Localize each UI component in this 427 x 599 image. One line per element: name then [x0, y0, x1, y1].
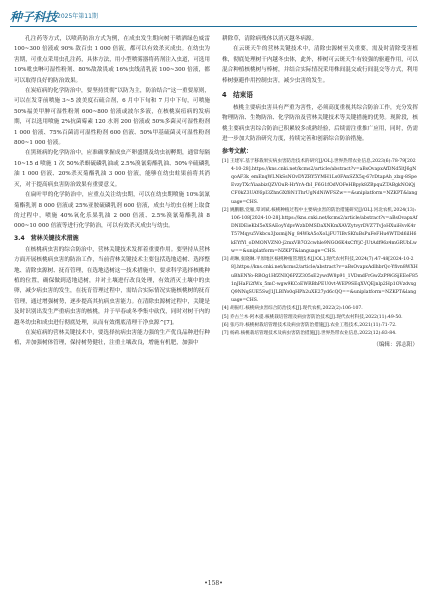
reference-item: [7] 杨莉.核桃栽培管理技术及病虫害防治措施[J].世界热带农业信息,2022(12):83-84. [222, 330, 397, 336]
subsection-heading: 3.4 营林关键技术措施 [14, 234, 79, 242]
paragraph: 耕除草，清除病残体以消灭越冬病源。 [222, 36, 318, 42]
left-column [14, 34, 210, 349]
editor-note: （编辑：郭志阳） [373, 342, 418, 349]
reference-item: [5] 乔古兰木·阿木提.核桃栽培管理及病虫害防治技术[J].现代农村科技,2022(11):49-50. [222, 314, 403, 320]
paragraph: 在炭疽病的营林关键技术中，要选择抗病虫害能力强的生产优良品种进行种植，并加强树体管理，保持树势健壮，注重土壤改良，增施有机肥，加强中 [14, 329, 210, 347]
paragraph: 在云斑天牛的营林关键技术中，清除虫源树至关重要，需及时清除受害植株，彻底处理树干内越冬虫体，此外，棒树可云斑天牛有较强的驱避作用，可以混合种植核桃树与棒树，并结合实际情况采用株间混交或行间混交等方式，利用棒树驱避作用控制虫害，减少虫害的发生。 [222, 46, 418, 84]
right-column [222, 34, 418, 350]
paragraph: 在扁叶甲的化学防治中，应重点关注幼虫期，可以在幼虫期喷施 10%氯氰菊酯乳剂 8 000 倍液或 25%亚胺硫磷乳剂 600 倍液，成虫与幼虫在树上取食的过程中，喷施 40%氧化乐果乳油 2 000 倍液、2.5%溴氰菊酯乳油 8 000~10 000 倍液等进行化学防治，可以有效杀灭成虫与幼虫。 [14, 192, 210, 230]
journal-logo: 种子科技 [10, 10, 57, 24]
header-rule [10, 26, 417, 27]
reference-list [222, 158, 418, 338]
reference-item: [4] 胡振红.核桃病虫害综合防治技术[J].现代农机,2022(2):106-107. [222, 306, 363, 312]
paragraph: 在炭疽病的化学防治中，要坚持贯彻“以防为主，防治结合”这一重要原则，可以在发芽前喷施 3~5 波美度石硫合剂，6 月中下旬和 7 月中下旬，可喷施 50%福美甲胂可湿性粉剂 600~800 倍液或波尔多液，在核桃炭疽病的发病期，可以选用喷施 2%抗菌霉素 120 水剂 200 倍液或 50%多菌灵可湿性粉剂 1 000 倍液、75%百菌清可湿性粉剂 600 倍液、50%甲基硫菌灵可湿性粉剂 800~1 000 倍液。 [14, 88, 210, 147]
page-header [10, 8, 417, 28]
references-title: 参考文献： [222, 147, 253, 155]
paragraph: 孔注药等方式，以喷药防治方式为例，在成虫发生期向树干喷洒绿色威雷 100~300 倍液或 90% 敌百虫 1 000 倍液，都可以有效杀灭成虫。在幼虫为害期，可重点采用虫孔注药，具体方法，用小型喷雾器将药剂注入虫道，可选用 10%吡虫啉可湿性粉剂、80%敌敌畏或 16%虫线清乳液 100~300 倍液，都可以取得良好的防治效果。 [14, 36, 210, 84]
paragraph: 在黑斑病的化学防治中，应准确掌握成虫产卵盛期及幼虫初孵期，通常每隔 10~15 d 喷施 1 次 50%杀螟硫磷乳油或 2.5%溴氰菊酯乳油、50%辛硫磷乳油 1 000 倍液、20%杀灭菊酯乳油 3 000 倍液，能够在幼虫蛀果前将其消灭，对于提高病虫害防治效果有重要意义。 [14, 150, 210, 188]
reference-item: [3] 胡琳,张晓琳.平原地区核桃种植管理技术[J/OL].现代农村科技,2024(7):47-48[2024-10-28].https://kns.cnki.net/kcms2/article/abstract?v=aBsOvapxAdlhbrQc-Yfivn8WXHuBhENYo-RBOg1HfZNIQ6PZZ305sE2ywdW8p91_1VDmdFrGwZzPf4GSjEEeF851nJHaFi2fWx_5mC-wgw9KCoEWRBhPEU0vt-WEP9SEqXVQEjnlp2Hp1OVzdvxgQ9NNqSUE5SwJ1JLBIYo0qHPh2uXE27yd6cQQ==&uniplatform=NZKPT&language=CHS. [222, 257, 418, 304]
paragraph: 在核桃病虫害的综合防治中，营林关键技术发挥着重要作用。要坚持从营林方面开展核桃病虫害的防治工作，当前营林关键技术主要包括选地适树、选择整地、清除虫源树、抚育管理，在选地适树这一技术措施中，要求科学选择核桃种植的位置，确保做到适地适树，并对土壤进行改良处理，有效消灭土壤中的虫卵，减少病虫害的发生，在抚育管理过程中，需结合实际情况实施核桃树的抚育管理，通过增强树势，逐步提高其抗病虫害能力。在清除虫源树过程中，关键是及时识别出发生严重病虫害的核桃，并于早春或冬季集中砍伐，同时对树干内的越冬幼虫和成虫进行彻底处理，从而有效彻底清理干净虫源^[7]。 [14, 246, 210, 326]
reference-item: [1] 王建军.基于移栽果实病虫害防治技术的研究[J/OL].世界热带农业信息,2023(6):78-79[2024-10-28].https://kns.cnki.net/kcms2/article/abstract?v=aBsOvapxAfDNd5ltJ6gNqoAF3k_emEnqWLNkSsNOvDYZRY5YMH1Ls0FAnSZX5q-67rDtapAh_zlxg-8SpeEvzyTXcYiaabizQZVOuR-HrYrA-fbI_F6G1fOdVOFeHBpyk8ZBpquZTABgkNOiQjCF0kZ3UAY6pI3ZhnGXf8N1ThrUgNdNiWFSZw==&uniplatform=NZKPT&language=CHS. [222, 158, 418, 205]
reference-item: [2] 姚鹏鹏,党雁,覃刘斌.核桃种植过程中主要病虫害的防治措施研究[J/OL].河北农机,2024(13):106-108[2024-10-28].https://kns.cnki.net/kcms2/article/abstract?v=aBsOvapxAfDNlDEieKbI5eXSAEoyYdpvWzbDMSDaXNKmXAVZytvyrDVZ7TvJoHXuiHvvK4rT57Mqyu5Vkbcu3JxsmijNg_84WkA5oXoLjFU7IBvSKfuBsPuFeFHu4WTDd6ilH6kEYfYl_oDMONVZN0-j2mxVB7O2cwhle9NGO6K4xCfYjC-JUtAdf96z4mGRUbLww==&uniplatform=NZKPT&language=CHS. [222, 207, 418, 254]
page-number: •158• [204, 580, 223, 587]
issue-label: 2025年第11期 [57, 13, 98, 20]
section-heading: 4 结束语 [222, 91, 253, 100]
reference-item: [6] 张巧玲.核桃树栽培管理技术及病虫害防治措施[J].农业工程技术,2021(11):71-72. [222, 322, 397, 328]
paragraph: 核桃主要病虫害具有严重为害性，必须高度重视其综合防治工作，充分发挥物理防治、生物防治、化学防治及营林关键技术等关键措施的优势。现阶段，核桃主要病虫害综合防治已积累较多成熟经验，后续需注重推广应用，同时，仍需进一步加大防治研究力度，持续完善和创新综合防治措施。 [222, 105, 418, 143]
